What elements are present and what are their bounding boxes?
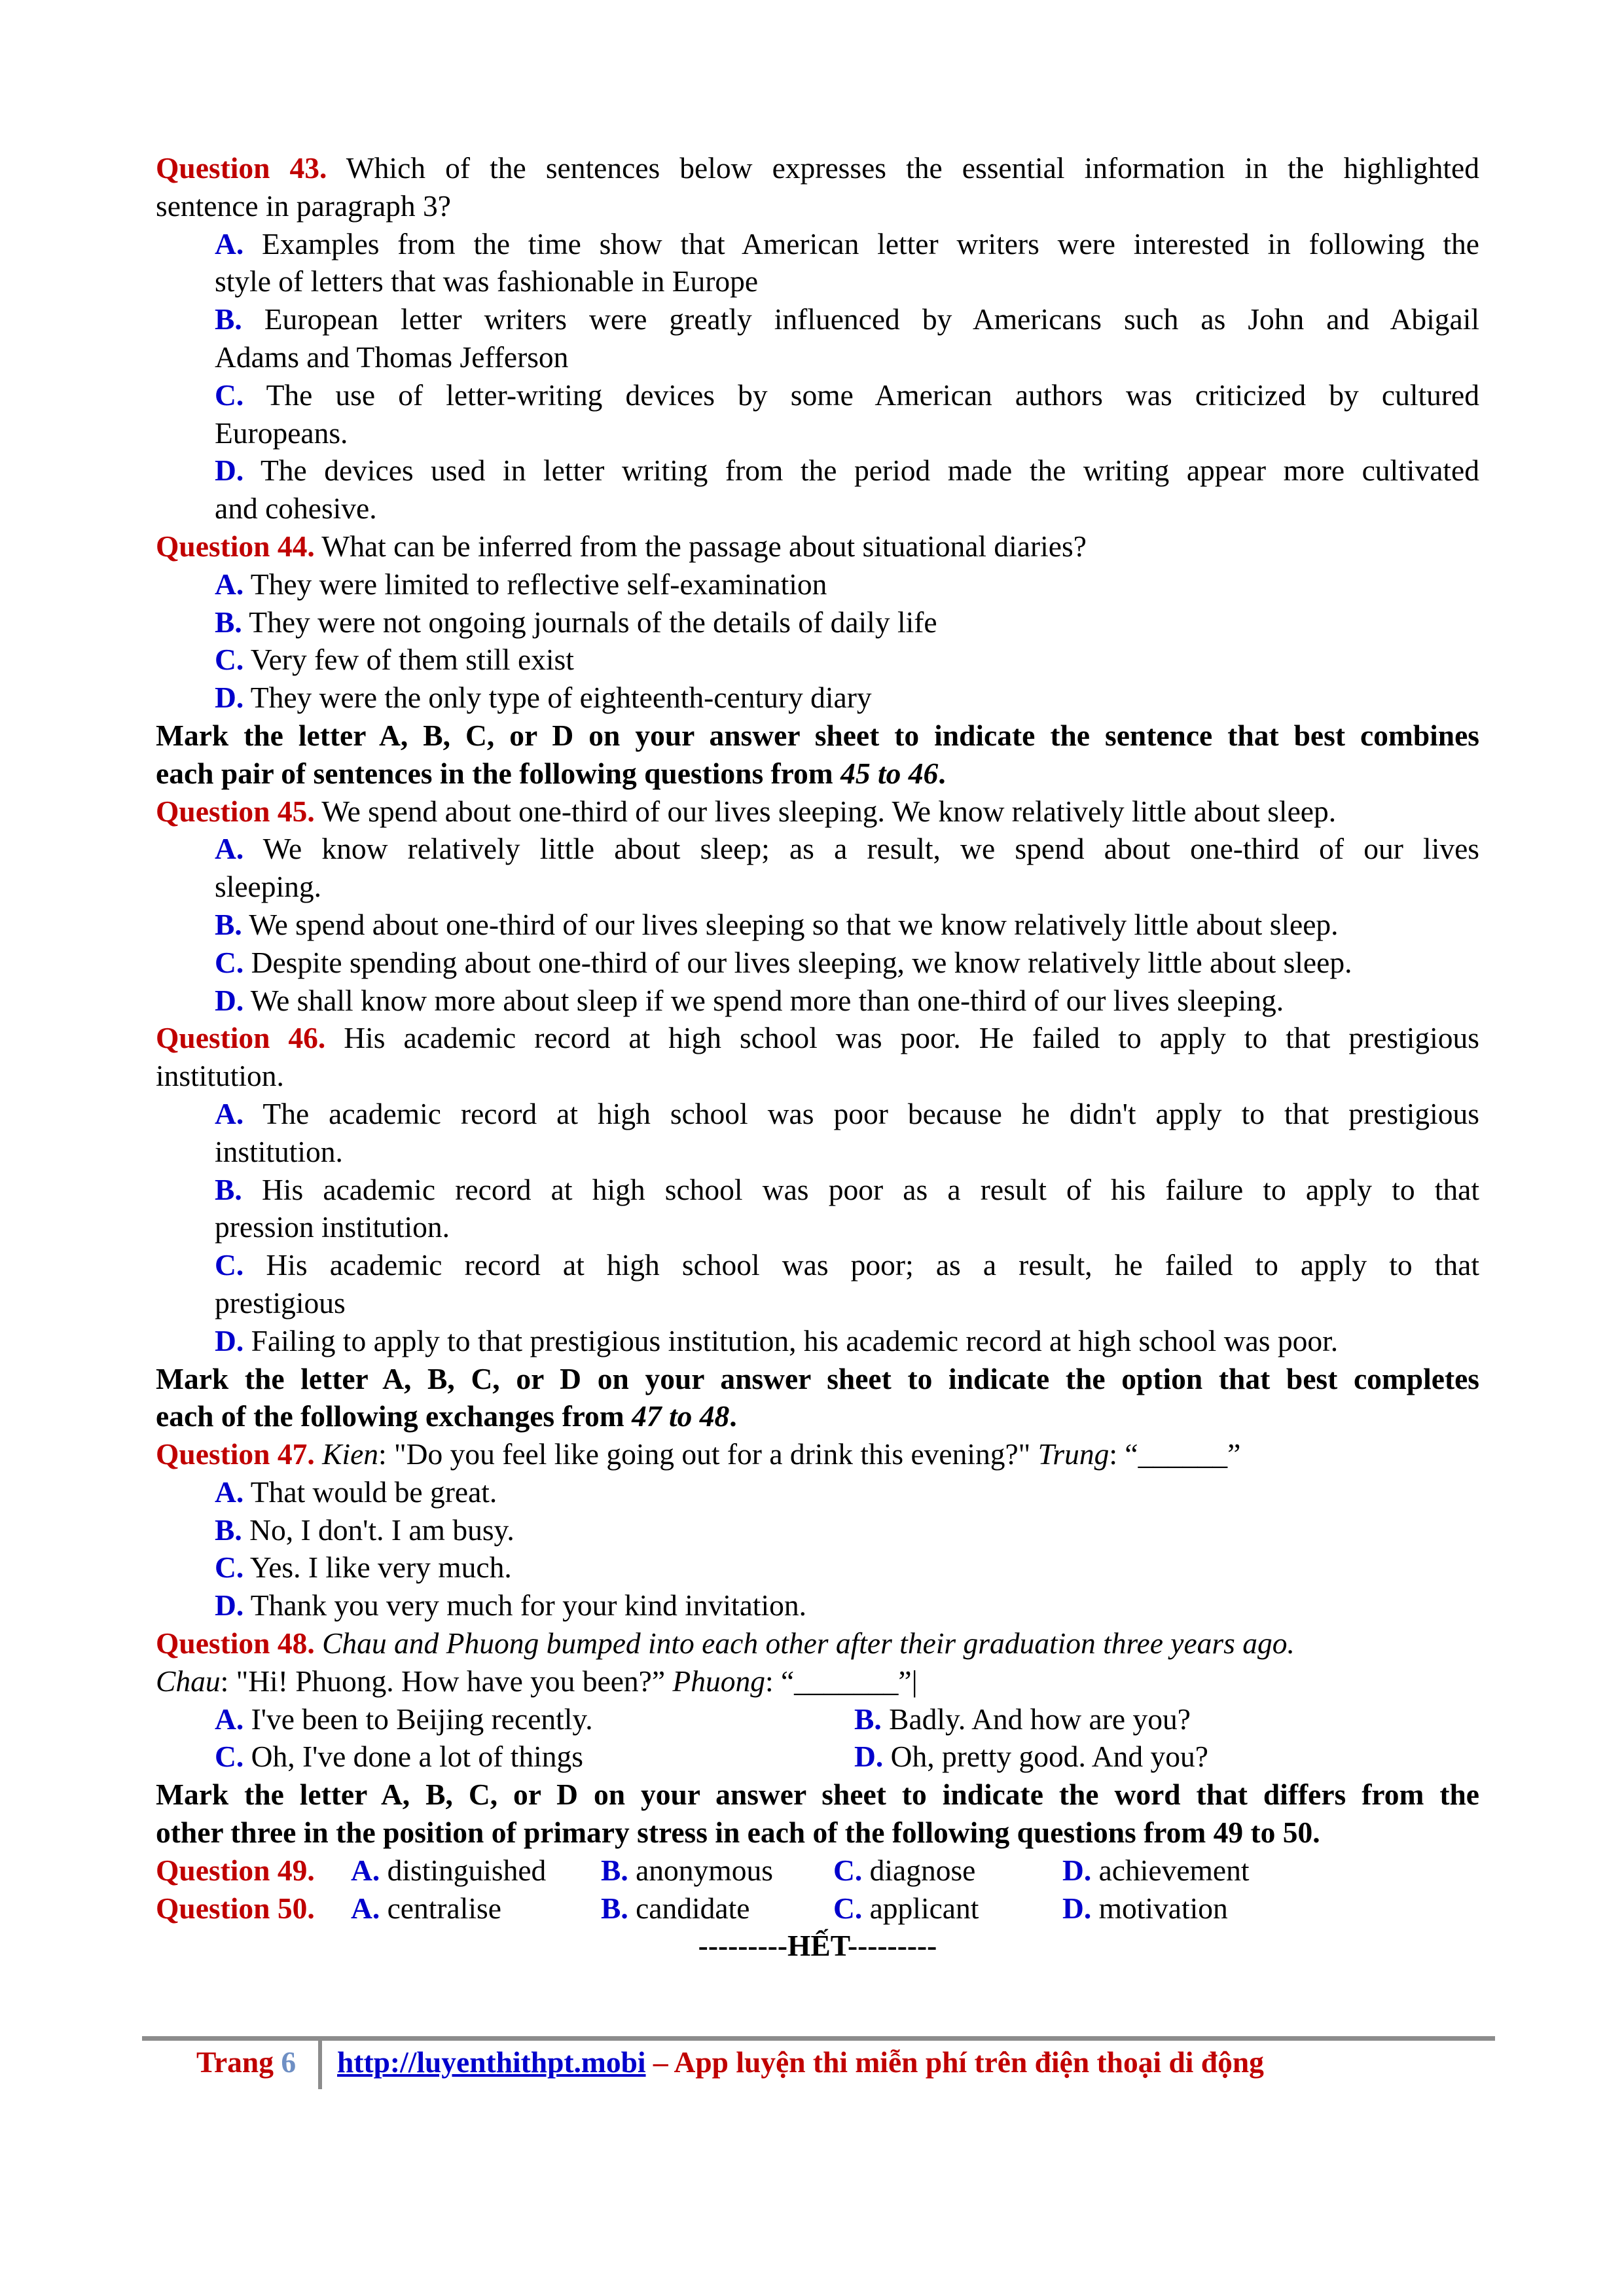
option-text: We shall know more about sleep if we spend more than one-third of our lives sleeping.: [250, 983, 1284, 1017]
q43-option-d: [156, 452, 1479, 490]
option-letter: C.: [833, 1853, 863, 1887]
option-letter: C.: [215, 378, 244, 412]
option-text: Very few of them still exist: [250, 643, 574, 677]
option-letter: D.: [1062, 1891, 1092, 1925]
question-label: Question 45.: [156, 794, 315, 828]
option-text: Examples from the time show that American letter writers were interested in following the: [262, 226, 1480, 260]
q43-option-c: [156, 376, 1479, 414]
q43-option-c-cont: Europeans.: [215, 416, 348, 450]
option-text: They were limited to reflective self-examination: [250, 567, 827, 601]
q43-option-a-cont: style of letters that was fashionable in Europe: [215, 264, 759, 298]
instruction-period: .: [729, 1399, 737, 1433]
option-text: Yes. I like very much.: [249, 1551, 512, 1585]
option-text: candidate: [636, 1891, 750, 1925]
q43-option-a: [156, 225, 1479, 263]
q46-stem-line2: institution.: [156, 1059, 284, 1093]
footer-divider: [142, 2036, 1495, 2041]
option-text: anonymous: [636, 1853, 773, 1887]
q49-option-b: [601, 1852, 833, 1890]
option-letter: D.: [215, 681, 244, 715]
option-text: The devices used in letter writing from the period made the writing appear more cultivated: [260, 454, 1479, 488]
option-letter: B.: [601, 1891, 628, 1925]
question-label: Question 44.: [156, 529, 315, 563]
option-letter: B.: [215, 302, 242, 336]
option-text: Badly. And how are you?: [889, 1702, 1191, 1736]
instruction-3-line1: Mark the letter A, B, C, or D on your answer sheet to indicate the word that differs from the: [156, 1778, 1479, 1812]
option-letter: B.: [215, 907, 242, 941]
option-letter: A.: [351, 1891, 380, 1925]
q48-options-row1: [156, 1700, 1479, 1738]
option-text: Oh, I've done a lot of things: [251, 1740, 583, 1774]
option-letter: B.: [215, 605, 242, 639]
instruction-2-line1: Mark the letter A, B, C, or D on your answer sheet to indicate the option that best completes: [156, 1361, 1479, 1395]
option-text: We know relatively little about sleep; as a result, we spend about one-third of our lives: [262, 832, 1479, 866]
end-marker: ---------HẾT---------: [698, 1929, 937, 1963]
q46-option-c: [156, 1246, 1479, 1284]
option-text: applicant: [869, 1891, 979, 1925]
instruction-text: each pair of sentences in the following questions from: [156, 756, 833, 790]
question-range: 45 to 46: [840, 756, 939, 790]
q45-option-a-cont: sleeping.: [215, 870, 322, 904]
option-letter: D.: [215, 1323, 244, 1357]
option-letter: A.: [351, 1853, 380, 1887]
q44-option-b: [156, 603, 1479, 641]
speaker-name: Kien: [322, 1437, 379, 1471]
option-letter: A.: [215, 1096, 244, 1130]
option-letter: A.: [215, 1702, 244, 1736]
question-text: Which of the sentences below expresses the essential information in the highlighted: [346, 151, 1479, 185]
option-text: No, I don't. I am busy.: [249, 1513, 514, 1547]
option-letter: B.: [215, 1513, 242, 1547]
option-letter: D.: [215, 1588, 244, 1623]
q49-row: [156, 1852, 1479, 1890]
footer-promo: [337, 2045, 1264, 2079]
option-letter: B.: [601, 1853, 628, 1887]
option-letter: C.: [215, 643, 244, 677]
option-text: diagnose: [869, 1853, 976, 1887]
option-text: Despite spending about one-third of our lives sleeping, we know relatively little about sleep.: [251, 945, 1352, 979]
q47-option-a: [156, 1473, 1479, 1511]
q46-option-a: [156, 1095, 1479, 1133]
question-text: We spend about one-third of our lives sleeping. We know relatively little about sleep.: [321, 794, 1337, 828]
q44-option-d: [156, 679, 1479, 717]
option-text: European letter writers were greatly influenced by Americans such as John and Abigail: [264, 302, 1479, 336]
q50-option-d: [1062, 1890, 1228, 1928]
q46-option-c-cont: prestigious: [215, 1285, 346, 1319]
option-text: motivation: [1098, 1891, 1228, 1925]
q48-stem: [156, 1624, 1479, 1662]
question-label: Question 43.: [156, 151, 327, 185]
instruction-text: each of the following exchanges from: [156, 1399, 624, 1433]
question-label: Question 50.: [156, 1891, 315, 1925]
question-label: Question 47.: [156, 1437, 315, 1471]
option-letter: D.: [215, 454, 244, 488]
q45-option-c: [156, 944, 1479, 982]
footer-separator: [318, 2041, 322, 2089]
question-text: What can be inferred from the passage about situational diaries?: [321, 529, 1087, 563]
exam-page: [156, 149, 1479, 1965]
q43-stem-line1: [156, 149, 1479, 187]
option-text: Thank you very much for your kind invitation.: [250, 1588, 806, 1623]
q46-stem-line1: [156, 1019, 1479, 1057]
q47-option-b: [156, 1511, 1479, 1549]
option-letter: B.: [215, 1172, 242, 1206]
question-range: 47 to 48: [632, 1399, 730, 1433]
q47-option-d: [156, 1587, 1479, 1624]
q48-option-a: [215, 1700, 854, 1738]
q43-option-b: [156, 300, 1479, 338]
q49-option-a: [351, 1852, 601, 1890]
q47-option-c: [156, 1549, 1479, 1587]
speaker-name: Chau: [156, 1664, 221, 1698]
q48-dialogue: [156, 1662, 1479, 1700]
q44-option-c: [156, 641, 1479, 679]
option-letter: D.: [854, 1740, 884, 1774]
q48-option-b: [854, 1700, 1191, 1738]
option-text: That would be great.: [250, 1475, 497, 1509]
question-label: Question 46.: [156, 1021, 326, 1055]
option-letter: C.: [215, 1551, 244, 1585]
option-text: Failing to apply to that prestigious institution, his academic record at high school was poor.: [251, 1323, 1339, 1357]
option-text: I've been to Beijing recently.: [251, 1702, 593, 1736]
option-letter: A.: [215, 226, 244, 260]
dialogue-blank: : “_______”|: [765, 1664, 918, 1698]
q45-stem: [156, 793, 1479, 831]
instruction-1-line1: Mark the letter A, B, C, or D on your answer sheet to indicate the sentence that best combines: [156, 718, 1479, 752]
option-letter: B.: [854, 1702, 882, 1736]
footer-tagline: – App luyện thi miễn phí trên điện thoại di động: [645, 2045, 1264, 2079]
dialogue-blank: : “______”: [1109, 1437, 1241, 1471]
q50-label: [156, 1890, 351, 1928]
q50-option-c: [833, 1890, 1062, 1928]
footer-page-number: [196, 2045, 296, 2079]
option-letter: D.: [1062, 1853, 1092, 1887]
q50-option-b: [601, 1890, 833, 1928]
q48-option-c: [215, 1738, 854, 1776]
q43-option-d-cont: and cohesive.: [215, 492, 377, 526]
option-text: achievement: [1098, 1853, 1250, 1887]
option-letter: A.: [215, 1475, 244, 1509]
question-text: His academic record at high school was poor. He failed to apply to that prestigious: [344, 1021, 1480, 1055]
option-letter: C.: [215, 1740, 244, 1774]
footer-link[interactable]: http://luyenthithpt.mobi: [337, 2045, 646, 2079]
q44-stem: [156, 528, 1479, 565]
option-text: The use of letter-writing devices by some American authors was criticized by cultured: [266, 378, 1479, 412]
q50-option-a: [351, 1890, 601, 1928]
option-letter: A.: [215, 832, 244, 866]
q45-option-d: [156, 982, 1479, 1020]
q46-option-a-cont: institution.: [215, 1134, 343, 1168]
q43-option-b-cont: Adams and Thomas Jefferson: [215, 340, 569, 374]
option-text: centralise: [387, 1891, 501, 1925]
instruction-2-line2: [156, 1397, 1479, 1435]
dialogue-text: : "Do you feel like going out for a drink this evening?": [378, 1437, 1038, 1471]
option-letter: C.: [215, 1248, 244, 1282]
option-letter: C.: [833, 1891, 863, 1925]
q49-label: [156, 1852, 351, 1890]
option-letter: D.: [215, 983, 244, 1017]
option-text: His academic record at high school was poor as a result of his failure to apply to that: [261, 1172, 1480, 1206]
q45-option-a: [156, 830, 1479, 868]
option-text: We spend about one-third of our lives sleeping so that we know relatively little about sleep.: [249, 907, 1339, 941]
option-text: They were the only type of eighteenth-century diary: [250, 681, 872, 715]
page-label: Trang: [196, 2045, 274, 2079]
q47-stem: [156, 1435, 1479, 1473]
speaker-name: Trung: [1038, 1437, 1110, 1471]
instruction-1-line2: [156, 755, 1479, 793]
q48-options-row2: [156, 1738, 1479, 1776]
option-letter: A.: [215, 567, 244, 601]
instruction-period: .: [938, 756, 946, 790]
q50-row: [156, 1890, 1479, 1928]
q43-stem-line2: sentence in paragraph 3?: [156, 188, 451, 223]
q46-option-b: [156, 1171, 1479, 1209]
speaker-name: Phuong: [672, 1664, 765, 1698]
q44-option-a: [156, 565, 1479, 603]
q45-option-b: [156, 906, 1479, 944]
q48-option-d: [854, 1738, 1208, 1776]
question-label: Question 48.: [156, 1626, 315, 1660]
option-text: Oh, pretty good. And you?: [890, 1740, 1208, 1774]
option-text: His academic record at high school was poor; as a result, he failed to apply to that: [266, 1248, 1479, 1282]
option-letter: C.: [215, 945, 244, 979]
q46-option-d: [156, 1322, 1479, 1360]
option-text: They were not ongoing journals of the details of daily life: [249, 605, 937, 639]
option-text: distinguished: [387, 1853, 547, 1887]
q49-option-c: [833, 1852, 1062, 1890]
q49-option-d: [1062, 1852, 1250, 1890]
q46-option-b-cont: pression institution.: [215, 1210, 450, 1244]
page-number: 6: [281, 2045, 297, 2079]
option-text: The academic record at high school was poor because he didn't apply to that prestigious: [262, 1096, 1479, 1130]
dialogue-text: : "Hi! Phuong. How have you been?”: [220, 1664, 673, 1698]
question-context: Chau and Phuong bumped into each other after their graduation three years ago.: [322, 1626, 1295, 1660]
instruction-3-line2: other three in the position of primary stress in each of the following questions from 49 to 50.: [156, 1816, 1320, 1850]
question-label: Question 49.: [156, 1853, 315, 1887]
